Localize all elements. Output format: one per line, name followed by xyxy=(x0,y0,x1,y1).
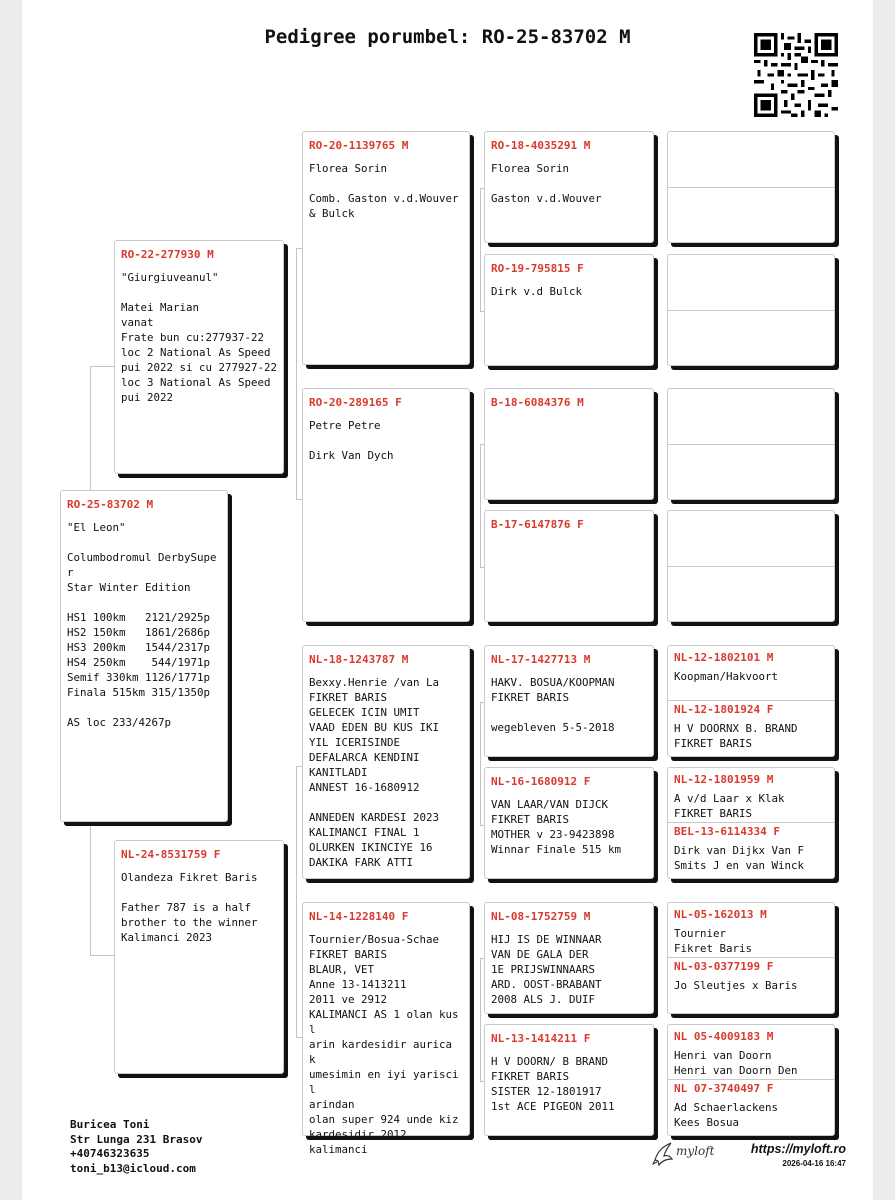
ring-number: NL-14-1228140 F xyxy=(309,910,409,923)
pigeon-card-gen4-15-16[interactable] xyxy=(667,1024,835,1136)
pedigree-sheet xyxy=(22,0,873,1200)
ring-number: RO-20-1139765 M xyxy=(309,139,409,152)
pigeon-details: Koopman/Hakvoort xyxy=(674,670,779,683)
ring-number: BEL-13-6114334 F xyxy=(674,825,780,838)
pigeon-details: Bexxy.Henrie /van La FIKRET BARIS GELECEK ICIN UMIT VAAD EDEN BU KUS IKI YIL ICERISINDE DEFALARCA KENDINI KANITLADI ANNEST 16-1680912 ANNEDEN KARDESI 2023 KALIMANCI FINAL 1 OLURKEN IKINCIYE 16 DAKIKA FARK ATTI xyxy=(309,676,440,869)
ring-number: NL-08-1752759 M xyxy=(491,910,591,923)
ring-number: NL-05-162013 M xyxy=(674,908,767,921)
pigeon-card-dam[interactable] xyxy=(114,840,284,1074)
divider xyxy=(668,700,834,701)
pigeon-card-subject[interactable] xyxy=(60,490,228,822)
website-link[interactable]: https://myloft.ro xyxy=(750,1142,846,1156)
ring-number: NL-03-0377199 F xyxy=(674,960,774,973)
page-title: Pedigree porumbel: RO-25-83702 M xyxy=(264,26,631,48)
pigeon-details: Petre Petre Dirk Van Dych xyxy=(309,419,394,462)
pigeon-details: H V DOORN/ B BRAND FIKRET BARIS SISTER 12-1801917 1st ACE PIGEON 2011 xyxy=(491,1055,615,1113)
ring-number: RO-18-4035291 M xyxy=(491,139,591,152)
pigeon-card-gen3-8[interactable] xyxy=(484,1024,654,1136)
pigeon-card-gen3-2[interactable] xyxy=(484,254,654,366)
pigeon-card-gen4-3-4[interactable] xyxy=(667,254,835,366)
ring-number: RO-19-795815 F xyxy=(491,262,584,275)
pigeon-card-gen3-1[interactable] xyxy=(484,131,654,243)
divider xyxy=(668,1079,834,1080)
pigeon-card-gen2-3[interactable] xyxy=(302,645,470,879)
pigeon-details: Henri van Doorn Henri van Doorn Den xyxy=(674,1049,798,1077)
ring-number: NL-17-1427713 M xyxy=(491,653,591,666)
pigeon-details: Ad Schaerlackens Kees Bosua xyxy=(674,1101,779,1129)
divider xyxy=(668,957,834,958)
brand-footer xyxy=(652,1140,852,1174)
ring-number: NL-18-1243787 M xyxy=(309,653,409,666)
pigeon-details: "El Leon" Columbodromul DerbySuper Star Winter Edition HS1 100km 2121/2925p HS2 150km 1861/2686p HS3 200km 1544/2317p HS4 250km 544/1971p Semif 330km 1126/1771p Finala 515km 315/1350p AS loc 233/4267p xyxy=(67,521,217,729)
pigeon-card-gen4-5-6[interactable] xyxy=(667,388,835,500)
pigeon-details: Jo Sleutjes x Baris xyxy=(674,979,798,992)
ring-number: B-18-6084376 M xyxy=(491,396,584,409)
owner-address: Str Lunga 231 Brasov xyxy=(70,1132,203,1146)
pigeon-card-gen4-13-14[interactable] xyxy=(667,902,835,1014)
divider xyxy=(668,187,834,188)
ring-number: NL-13-1414211 F xyxy=(491,1032,591,1045)
divider xyxy=(668,444,834,445)
pigeon-details: Olandeza Fikret Baris Father 787 is a half brother to the winner Kalimanci 2023 xyxy=(121,871,258,944)
qr-code-icon xyxy=(754,33,838,117)
pigeon-details: A v/d Laar x Klak FIKRET BARIS xyxy=(674,792,785,820)
bird-logo-icon xyxy=(652,1140,674,1168)
pigeon-details: Tournier/Bosua-Schae FIKRET BARIS BLAUR, VET Anne 13-1413211 2011 ve 2912 KALIMANCI AS 1 olan kusl arin kardesidir aurica k umesimin en iyi yariscil arindan olan super 924 unde kiz kardesidir 2012 kalimanci xyxy=(309,933,459,1156)
ring-number: NL 05-4009183 M xyxy=(674,1030,774,1043)
pigeon-details: Florea Sorin Gaston v.d.Wouver xyxy=(491,162,602,205)
ring-number: NL-12-1802101 M xyxy=(674,651,774,664)
pigeon-details: HIJ IS DE WINNAAR VAN DE GALA DER 1E PRIJSWINNAARS ARD. OOST-BRABANT 2008 ALS J. DUIF xyxy=(491,933,602,1006)
pigeon-details: Florea Sorin Comb. Gaston v.d.Wouver & Bulck xyxy=(309,162,459,220)
owner-info xyxy=(70,1118,202,1176)
ring-number: RO-25-83702 M xyxy=(67,498,154,511)
pigeon-card-gen4-11-12[interactable] xyxy=(667,767,835,879)
owner-phone: +40746323635 xyxy=(70,1147,150,1160)
ring-number: RO-20-289165 F xyxy=(309,396,402,409)
pigeon-card-gen3-7[interactable] xyxy=(484,902,654,1014)
pigeon-details: VAN LAAR/VAN DIJCK FIKRET BARIS MOTHER v 23-9423898 Winnar Finale 515 km xyxy=(491,798,622,856)
ring-number: NL-12-1801924 F xyxy=(674,703,774,716)
pigeon-details: Tournier Fikret Baris xyxy=(674,927,753,955)
pigeon-card-gen2-1[interactable] xyxy=(302,131,470,365)
divider xyxy=(668,566,834,567)
ring-number: NL-16-1680912 F xyxy=(491,775,591,788)
ring-number: NL-24-8531759 F xyxy=(121,848,221,861)
pigeon-card-gen2-2[interactable] xyxy=(302,388,470,622)
brand-logo-text: myloft xyxy=(676,1144,715,1158)
pigeon-card-gen4-7-8[interactable] xyxy=(667,510,835,622)
pigeon-card-gen3-6[interactable] xyxy=(484,767,654,879)
ring-number: NL-12-1801959 M xyxy=(674,773,774,786)
pigeon-card-gen3-5[interactable] xyxy=(484,645,654,757)
ring-number: NL 07-3740497 F xyxy=(674,1082,774,1095)
ring-number: B-17-6147876 F xyxy=(491,518,584,531)
pigeon-card-gen4-9-10[interactable] xyxy=(667,645,835,757)
pigeon-card-gen2-4[interactable] xyxy=(302,902,470,1156)
pigeon-details: Dirk van Dijkx Van F Smits J en van Winck xyxy=(674,844,805,872)
owner-name: Buricea Toni xyxy=(70,1118,150,1131)
pigeon-card-sire[interactable] xyxy=(114,240,284,474)
divider xyxy=(668,310,834,311)
pigeon-details: Dirk v.d Bulck xyxy=(491,285,583,298)
pigeon-details: H V DOORNX B. BRAND FIKRET BARIS xyxy=(674,722,798,750)
print-timestamp: 2026-04-16 16:47 xyxy=(782,1159,846,1168)
pigeon-details: "Giurgiuveanul" Matei Marian vanat Frate bun cu:277937-22 loc 2 National As Speed pui 2022 si cu 277927-22 loc 3 National As Speed pui 2022 xyxy=(121,271,278,404)
pigeon-card-gen4-1-2[interactable] xyxy=(667,131,835,243)
divider xyxy=(668,822,834,823)
pigeon-details: HAKV. BOSUA/KOOPMAN FIKRET BARIS wegebleven 5-5-2018 xyxy=(491,676,615,734)
pigeon-card-gen3-4[interactable] xyxy=(484,510,654,622)
owner-email: toni_b13@icloud.com xyxy=(70,1161,196,1175)
ring-number: RO-22-277930 M xyxy=(121,248,214,261)
pigeon-card-gen3-3[interactable] xyxy=(484,388,654,500)
